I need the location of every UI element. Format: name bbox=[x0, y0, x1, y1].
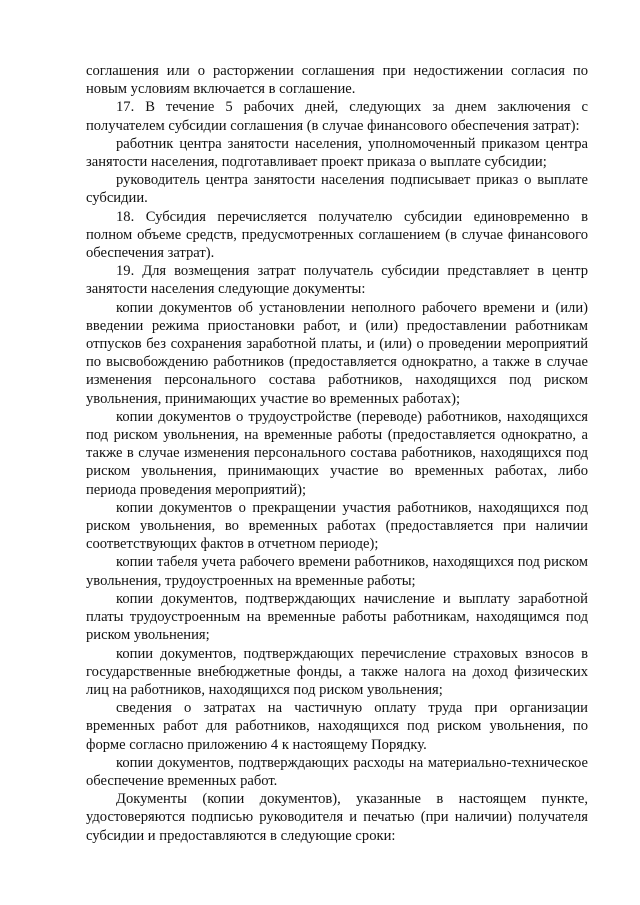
paragraph-17-employee: работник центра занятости населения, уполномоченный приказом центра занятости населения, подготавливает проект приказа о выплате субсидии; bbox=[86, 135, 588, 171]
list-item-material-docs: копии документов, подтверждающих расходы на материально-техническое обеспечение временных работ. bbox=[86, 754, 588, 789]
list-item-salary-docs: копии документов, подтверждающих начисление и выплату заработной платы трудоустроенным на временные работы работникам, находящимся под риском увольнения; bbox=[86, 590, 588, 644]
list-item-insurance-docs: копии документов, подтверждающих перечисление страховых взносов в государственные внебюджетные фонды, а также налога на доход физических лиц на работников, находящихся под риском увольнения; bbox=[86, 645, 588, 698]
paragraph-18: 18. Субсидия перечисляется получателю субсидии единовременно в полном объеме средств, предусмотренных соглашением (в случае финансового обеспечения затрат). bbox=[86, 208, 588, 262]
list-item-part-time-docs: копии документов об установлении неполного рабочего времени и (или) введении режима приостановки работ, и (или) предоставлении работникам отпусков без сохранения заработной платы, и (или) о проведении мероприятий по высвобождению работников (предоставляется однократно, а также в случае изменения персонального состава работников, находящихся под риском увольнения, принимающих участие во временных работах); bbox=[86, 299, 588, 407]
paragraph-17-head: руководитель центра занятости населения подписывает приказ о выплате субсидии. bbox=[86, 172, 588, 207]
paragraph-19: 19. Для возмещения затрат получатель субсидии представляет в центр занятости населения следующие документы: bbox=[86, 263, 588, 298]
document-page bbox=[86, 62, 588, 845]
list-item-timesheet: копии табеля учета рабочего времени работников, находящихся под риском увольнения, трудоустроенных на временные работы; bbox=[86, 554, 588, 589]
list-item-cost-info: сведения о затратах на частичную оплату труда при организации временных работ для работников, находящихся под риском увольнения, по форме согласно приложению 4 к настоящему Порядку. bbox=[86, 700, 588, 753]
paragraph-17: 17. В течение 5 рабочих дней, следующих за днем заключения с получателем субсидии соглашения (в случае финансового обеспечения затрат): bbox=[86, 99, 588, 134]
list-item-termination-docs: копии документов о прекращении участия работников, находящихся под риском увольнения, во временных работах (предоставляется при наличии соответствующих фактов в отчетном периоде); bbox=[86, 499, 588, 553]
paragraph-continuation: соглашения или о расторжении соглашения при недостижении согласия по новым условиям включается в соглашение. bbox=[86, 63, 588, 98]
list-item-employment-docs: копии документов о трудоустройстве (переводе) работников, находящихся под риском увольнения, на временные работы (предоставляется однократно, а также в случае изменения персонального состава работников, находящихся под риском увольнения, принимающих участие во временных работах, либо периода проведения мероприятий); bbox=[86, 408, 588, 498]
paragraph-documents-certification: Документы (копии документов), указанные в настоящем пункте, удостоверяются подписью руководителя и печатью (при наличии) получателя субсидии и предоставляются в следующие сроки: bbox=[86, 791, 588, 844]
